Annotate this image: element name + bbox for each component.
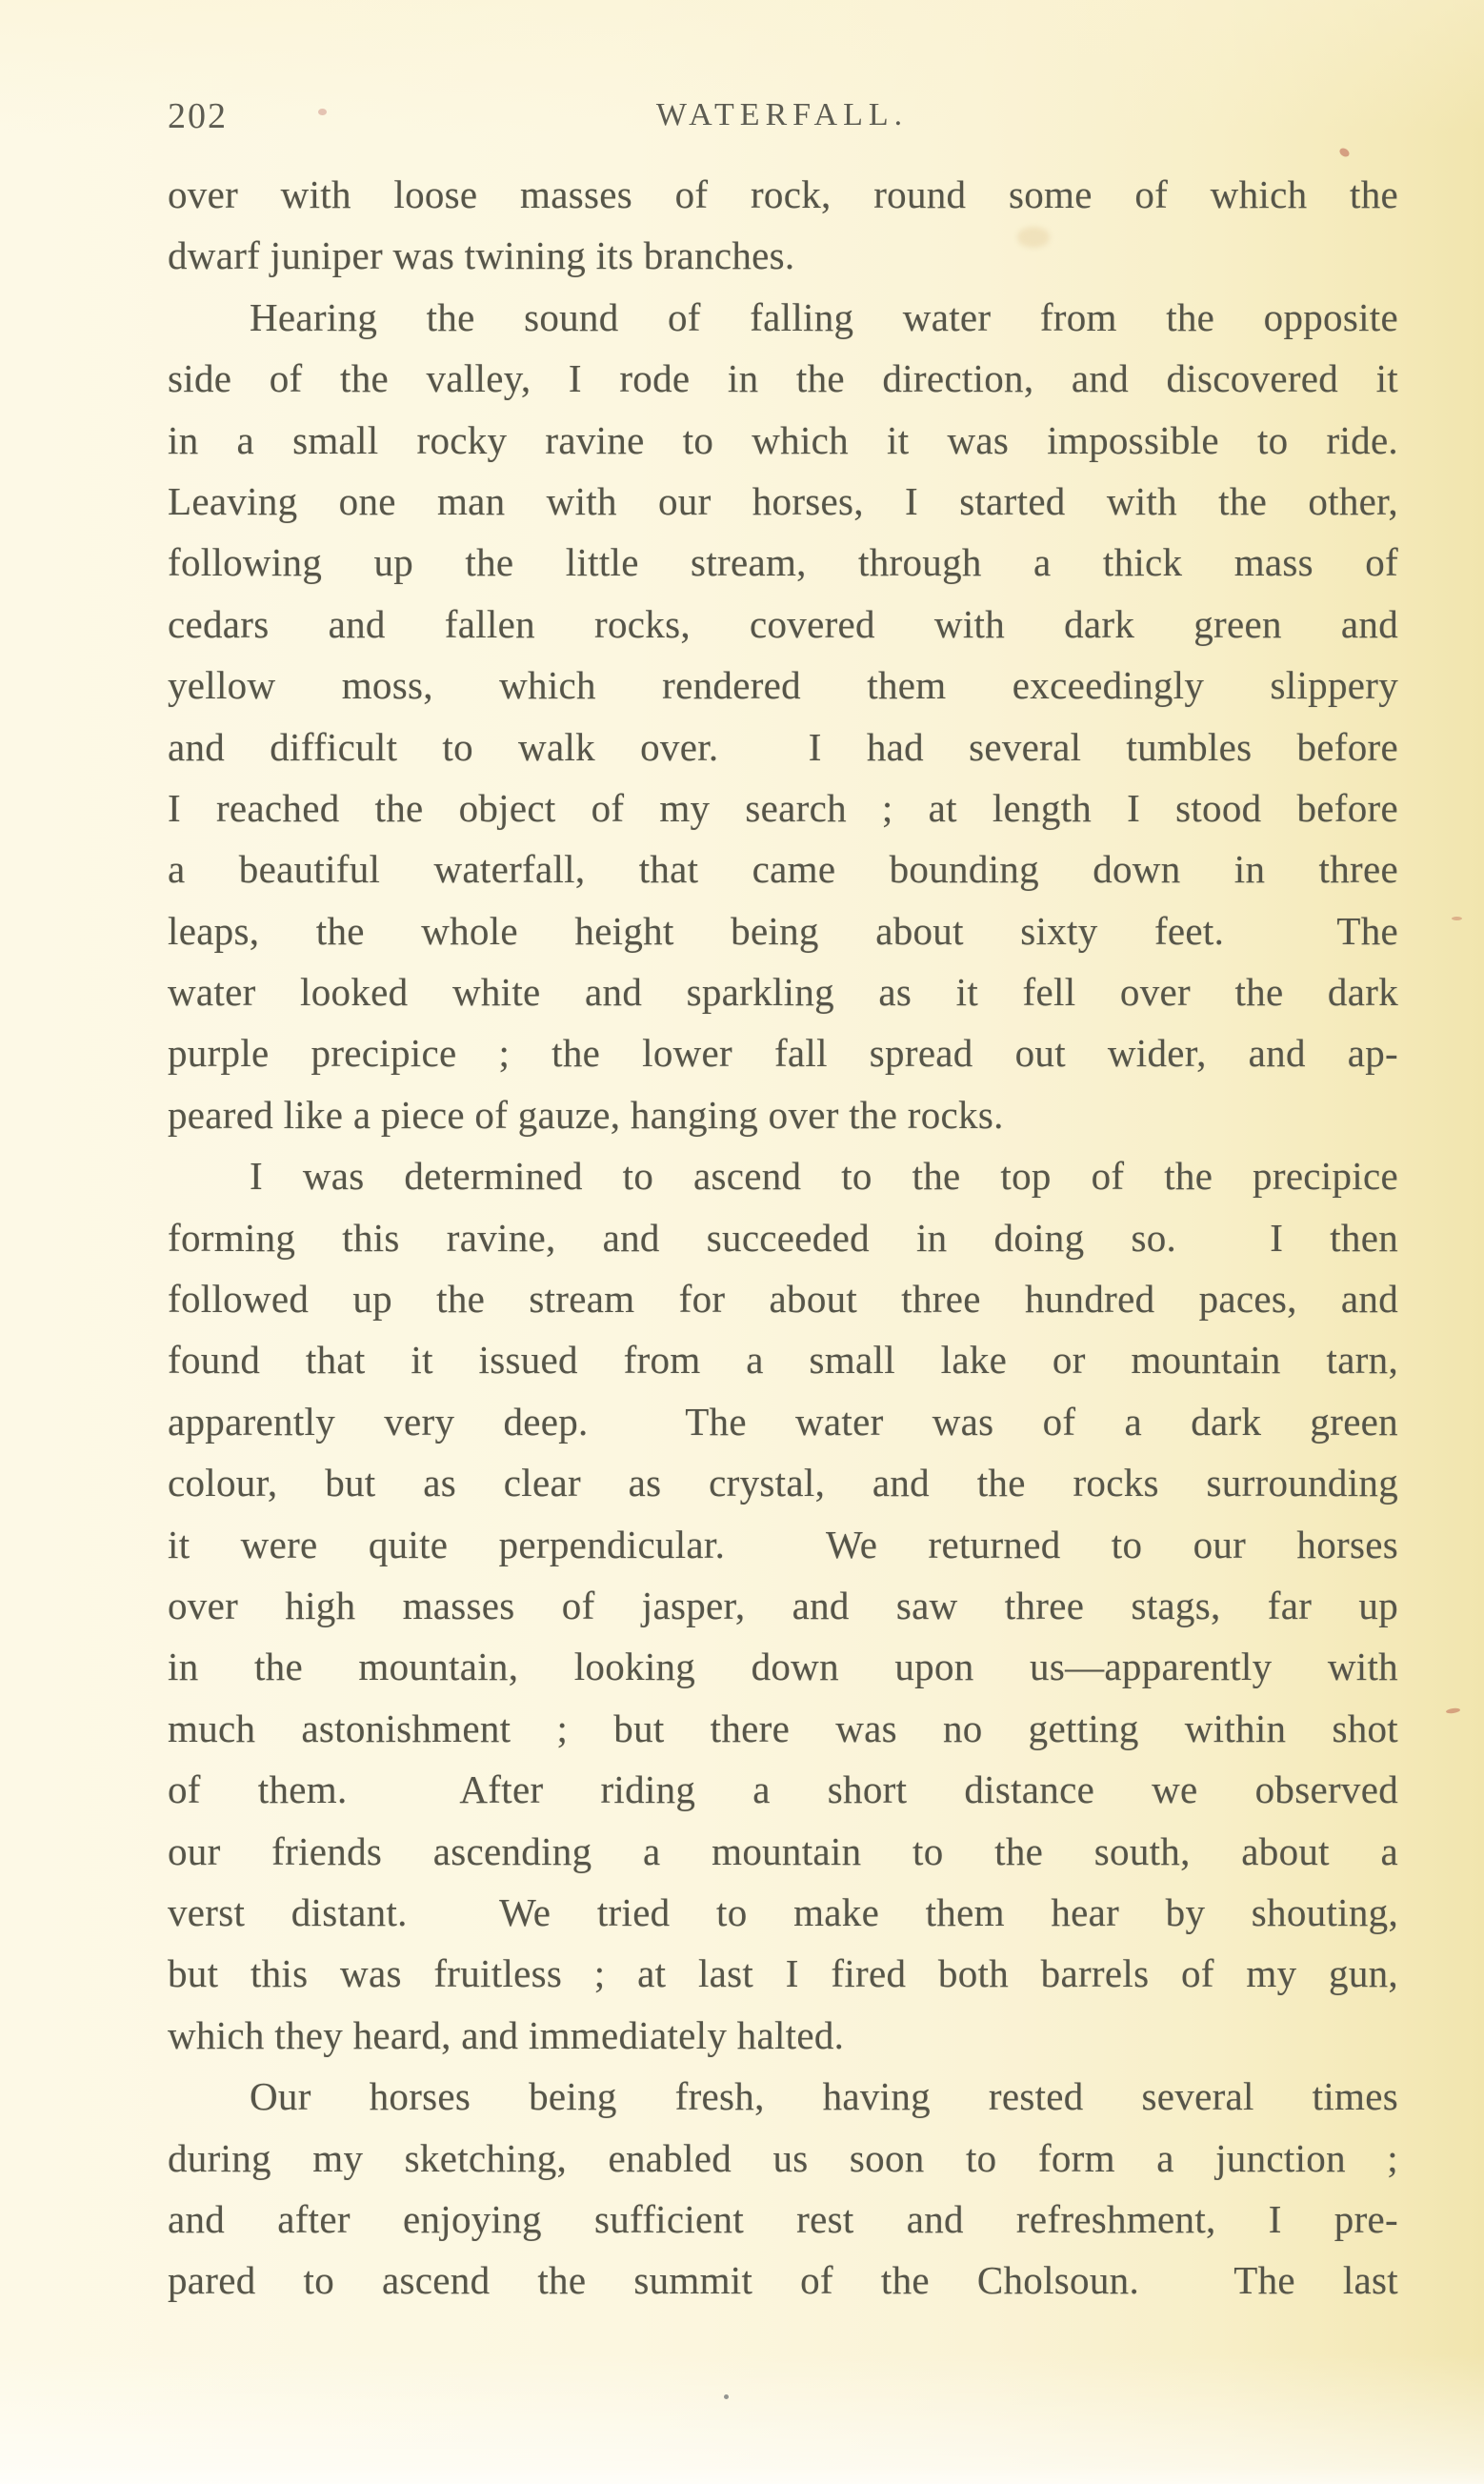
text-line: Our horses being fresh, having rested several times [250, 2074, 1398, 2119]
text-line: found that it issued from a small lake or mountain tarn, [168, 1338, 1398, 1383]
text-line: pared to ascend the summit of the Cholsoun. The last [168, 2258, 1398, 2303]
text-line: it were quite perpendicular. We returned to our horses [168, 1522, 1398, 1566]
text-line: forming this ravine, and succeeded in doing so. I then [168, 1215, 1398, 1260]
text-line: but this was fruitless ; at last I fired both barrels of my gun, [168, 1951, 1398, 1996]
scan-speck [1338, 147, 1352, 159]
text-line: cedars and fallen rocks, covered with dark green and [168, 601, 1398, 646]
text-line: dwarf juniper was twining its branches. [168, 233, 795, 278]
text-line: I was determined to ascend to the top of the precipice [250, 1154, 1398, 1199]
text-line: yellow moss, which rendered them exceedingly slippery [168, 663, 1398, 708]
text-line: which they heard, and immediately halted. [168, 2012, 845, 2057]
text-line: over with loose masses of rock, round some of which the [168, 172, 1398, 216]
text-line: Hearing the sound of falling water from the opposite [250, 294, 1398, 339]
text-line: verst distant. We tried to make them hear by shouting, [168, 1889, 1398, 1934]
page-number: 202 [168, 96, 228, 136]
text-line: following up the little stream, through a thick mass of [168, 540, 1398, 585]
text-line: peared like a piece of gauze, hanging over the rocks. [168, 1092, 1004, 1137]
scan-speck [724, 2394, 729, 2399]
scan-speck [1452, 917, 1462, 920]
text-line: much astonishment ; but there was no getting within shot [168, 1706, 1398, 1750]
text-line: of them. After riding a short distance we observed [168, 1767, 1398, 1812]
text-line: during my sketching, enabled us soon to form a junction ; [168, 2135, 1398, 2180]
text-line: water looked white and sparkling as it fell over the dark [168, 970, 1398, 1015]
text-line: colour, but as clear as crystal, and the rocks surrounding [168, 1461, 1398, 1505]
body-text [168, 164, 1398, 2312]
text-line: and difficult to walk over. I had several tumbles before [168, 724, 1398, 769]
text-line: side of the valley, I rode in the direction, and discovered it [168, 356, 1398, 401]
text-line: apparently very deep. The water was of a dark green [168, 1399, 1398, 1444]
text-line: in a small rocky ravine to which it was impossible to ride. [168, 417, 1398, 462]
text-line: purple precipice ; the lower fall spread out wider, and ap- [168, 1031, 1398, 1076]
text-line: a beautiful waterfall, that came bounding down in three [168, 847, 1398, 892]
running-head [168, 93, 1396, 141]
text-line: I reached the object of my search ; at length I stood before [168, 785, 1398, 830]
text-line: over high masses of jasper, and saw three stags, far up [168, 1583, 1398, 1627]
text-line: followed up the stream for about three hundred paces, and [168, 1277, 1398, 1322]
text-line: Leaving one man with our horses, I started with the other, [168, 478, 1398, 523]
text-line: leaps, the whole height being about sixty feet. The [168, 908, 1398, 953]
text-line: our friends ascending a mountain to the south, about a [168, 1828, 1398, 1873]
text-line: and after enjoying sufficient rest and refreshment, I pre- [168, 2196, 1398, 2241]
text-line: in the mountain, looking down upon us—apparently with [168, 1645, 1398, 1689]
scan-speck [1446, 1707, 1461, 1714]
running-title: WATERFALL. [655, 97, 909, 132]
